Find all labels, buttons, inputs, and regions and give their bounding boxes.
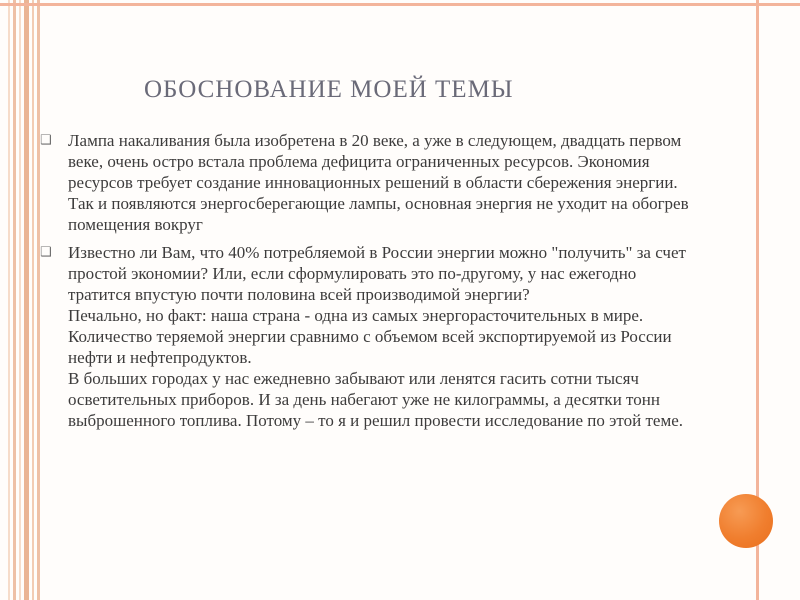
left-border-stripe xyxy=(8,0,10,600)
top-border-line xyxy=(0,3,800,6)
left-border-stripe xyxy=(19,0,21,600)
slide-content xyxy=(40,76,692,431)
bullet-paragraph: В больших городах у нас ежедневно забывают или ленятся гасить сотни тысяч осветительных приборов. И за день набегают уже не килограммы, а десятки тонн выброшенного топлива. Потому – то я и решил провести исследование по этой теме. xyxy=(68,369,684,430)
bullet-paragraph: Лампа накаливания была изобретена в 20 веке, а уже в следующем, двадцать первом веке, очень остро встала проблема дефицита ограниченных ресурсов. Экономия ресурсов требует создание инновационных решений в области сбережения энергии. Так и появляются энергосберегающие лампы, основная энергия не уходит на обогрев помещения вокруг xyxy=(68,131,689,234)
left-border-stripe xyxy=(24,0,29,600)
decorative-orange-circle xyxy=(719,494,773,548)
bullet-list xyxy=(40,130,692,431)
left-border-stripe xyxy=(32,0,34,600)
left-border-stripe xyxy=(13,0,16,600)
bullet-square-icon: ❑ xyxy=(40,133,52,148)
bullet-square-icon: ❑ xyxy=(40,245,52,260)
bullet-text xyxy=(68,242,692,431)
bullet-item xyxy=(40,242,692,431)
bullet-item xyxy=(40,130,692,235)
slide-title: ОБОСНОВАНИЕ МОЕЙ ТЕМЫ xyxy=(144,76,514,103)
bullet-text xyxy=(68,130,692,235)
bullet-paragraph: Печально, но факт: наша страна - одна из самых энергорасточительных в мире. Количество теряемой энергии сравнимо с объемом всей экспортируемой из России нефти и нефтепродуктов. xyxy=(68,306,672,367)
bullet-paragraph: Известно ли Вам, что 40% потребляемой в России энергии можно "получить" за счет простой экономии? Или, если сформулировать это по-другому, у нас ежегодно тратится впустую почти половина всей производимой энергии? xyxy=(68,243,686,304)
